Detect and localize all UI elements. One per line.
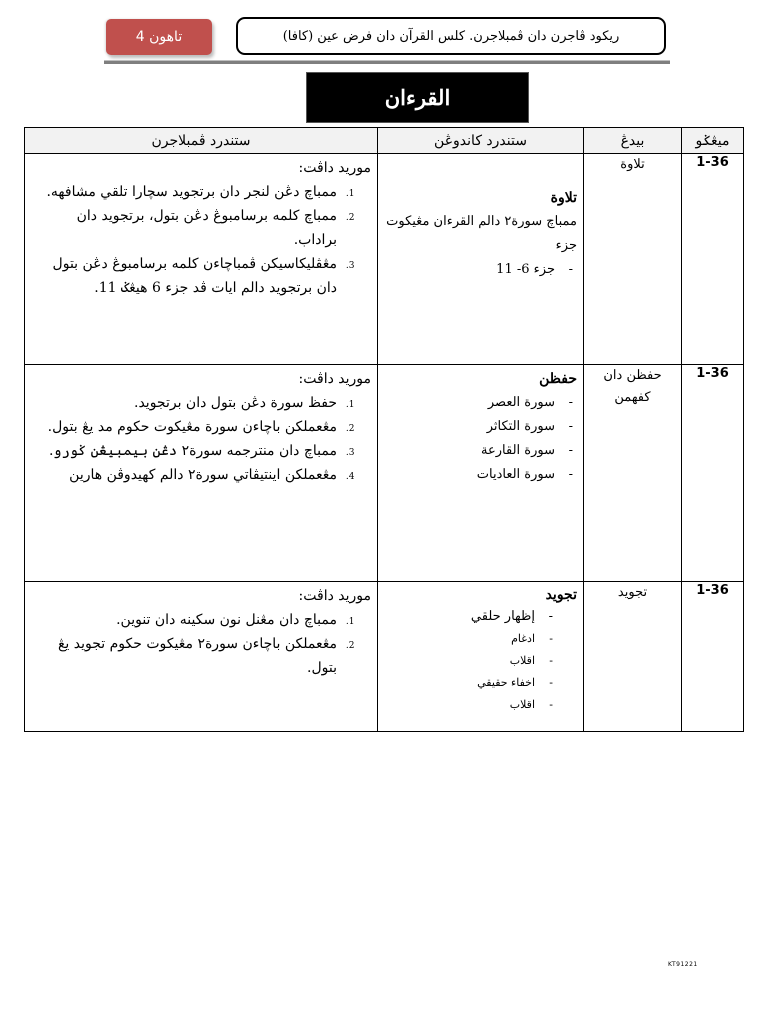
list-item: - سورة التكاثر — [384, 415, 577, 439]
list-item: - ادغام — [384, 628, 557, 650]
list-item: - اقلاب — [384, 650, 557, 672]
content-list — [384, 391, 577, 487]
footer-code: KT91221 — [668, 961, 698, 968]
area-cell: تجويد — [584, 582, 682, 732]
learning-standard-cell — [25, 365, 378, 582]
learning-standard-cell — [25, 154, 378, 365]
subject-title: القرءان — [306, 72, 529, 123]
document-title: ريكود ڤاجرن دان ڤمبلاجرن. كلس القرآن دان فرض عين (كافا) — [236, 17, 666, 55]
content-standard-cell — [378, 365, 584, 582]
content-list — [384, 606, 577, 716]
objective-lead: موريد داڤت: — [298, 588, 371, 604]
week-cell: 1-36 — [682, 582, 744, 732]
list-item: 3. مڠڤليكاسيكن ڤمباچاءن كلمه برسامبوڠ دڠن بتول دان برتجويد دالم ايات ڤد جزء 6 هيڠݢ 11. — [35, 252, 343, 300]
list-item: - اقلاب — [384, 694, 557, 716]
objective-list — [35, 608, 371, 680]
list-item: - سورة العصر — [384, 391, 577, 415]
learning-standard-cell — [25, 582, 378, 732]
content-description: ممباچ سورة٢ دالم القرءان مڠيكوت جزء — [386, 214, 577, 253]
content-standard-cell — [378, 582, 584, 732]
area-cell: تلاوة — [584, 154, 682, 365]
list-item: 2. مڠعملكن باچاءن سورة مڠيكوت حكوم مد يڠ بتول. — [35, 415, 343, 439]
header-area: بيدڠ — [584, 128, 682, 154]
list-item: - إظهار حلقي — [384, 606, 557, 628]
list-item: 2. ممباچ كلمه برسامبوڠ دڠن بتول، برتجويد دان براداب. — [35, 204, 343, 252]
header-content-standard: ستندرد كاندوڠن — [378, 128, 584, 154]
list-item: - سورة العاديات — [384, 463, 577, 487]
table-header-row — [25, 128, 744, 154]
list-item: - اخفاء حقيقي — [384, 672, 557, 694]
area-cell: حفظن دان كفهمن — [584, 365, 682, 582]
list-item: 1. ممباچ دڠن لنجر دان برتجويد سچارا تلقي مشافهه. — [35, 180, 343, 204]
list-item: 2. مڠعملكن باچاءن سورة٢ مڠيكوت حكوم تجويد يڠ بتول. — [35, 632, 343, 680]
table-row — [25, 582, 744, 732]
objective-list — [35, 391, 371, 487]
week-cell: 1-36 — [682, 154, 744, 365]
list-item: 1. حفظ سورة دڠن بتول دان برتجويد. — [35, 391, 343, 415]
table-row — [25, 154, 744, 365]
list-item: 4. مڠعملكن اينتيڤاتي سورة٢ دالم كهيدوڤن هارين — [35, 463, 343, 487]
objective-lead: موريد داڤت: — [298, 160, 371, 176]
list-item: 3. ممباچ دان منترجمه سورة٢ دڠن بيمبيڠن ݢورو. — [35, 439, 343, 463]
objective-list — [35, 180, 371, 300]
content-title: تجويد — [545, 587, 577, 603]
content-list — [384, 258, 577, 282]
week-cell: 1-36 — [682, 365, 744, 582]
list-item: - جزء 6- 11 — [384, 258, 577, 282]
list-item: - سورة القارعة — [384, 439, 577, 463]
table-row — [25, 365, 744, 582]
header-week: ميڠݢو — [682, 128, 744, 154]
content-standard-cell — [378, 154, 584, 365]
content-title: حفظن — [539, 371, 577, 387]
content-title: تلاوة — [550, 190, 577, 206]
header-divider — [104, 60, 670, 64]
list-item: 1. ممباچ دان مڠنل نون سكينه دان تنوين. — [35, 608, 343, 632]
lesson-plan-table — [24, 127, 744, 732]
objective-lead: موريد داڤت: — [298, 371, 371, 387]
year-badge: تاهون 4 — [106, 19, 212, 55]
header-learning-standard: ستندرد ڤمبلاجرن — [25, 128, 378, 154]
